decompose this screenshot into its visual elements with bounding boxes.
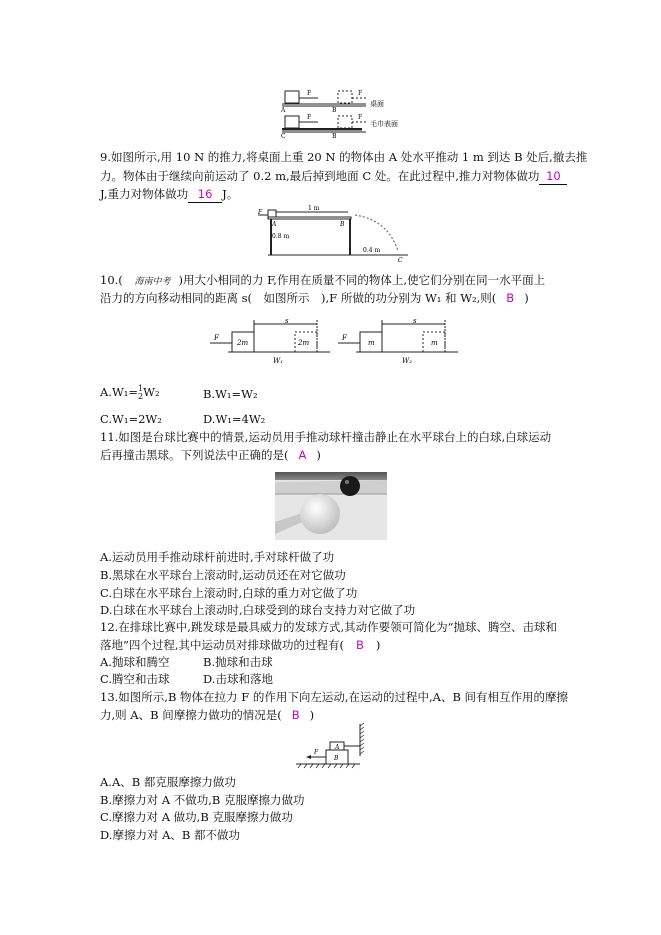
q12-close: ): [375, 638, 381, 652]
q13-line2-text: 力,则 A、B 间摩擦力做功的情况是(: [100, 708, 282, 722]
q9-fig-d2: 0.4 m: [363, 247, 381, 254]
fig-label-B: B: [332, 107, 337, 114]
q9-unit-text: J,重力对物体做功: [100, 187, 189, 201]
q10-fig-F1: F: [214, 334, 219, 342]
q12-line2: [100, 637, 380, 653]
friction-surface-figure: [280, 88, 400, 138]
q10-prefix: 10.(: [100, 273, 123, 287]
q10-source: 海南中考: [134, 277, 171, 287]
q11-option-d[interactable]: D.白球在水平球台上滚动时,白球受到的球台支持力对它做了功: [100, 603, 416, 617]
q10-option-d[interactable]: D.W₁=4W₂: [203, 412, 266, 426]
fig-label-A: A: [281, 107, 286, 114]
q12-option-c[interactable]: C.腾空和击球: [100, 672, 170, 686]
q10-fig-m2: m: [368, 339, 375, 347]
q11-answer: A: [298, 448, 307, 462]
q9-line3: [100, 186, 238, 203]
q9-line2-text: 力。物体由于继续向前运动了 0.2 m,最后掉到地面 C 处。在此过程中,推力对物体做功: [100, 169, 540, 183]
q12-option-b[interactable]: B.抛球和击球: [203, 655, 273, 669]
q12-option-d[interactable]: D.击球和落地: [203, 672, 273, 686]
q10-option-a-text: A.W₁=: [100, 385, 139, 399]
q10-line2: [100, 290, 529, 306]
q11-line1: 11.如图是台球比赛中的情景,运动员用手推动球杆撞击静止在水平球台上的白球,白球运动: [100, 430, 552, 444]
q9-end: J。: [222, 187, 239, 201]
q10-line1: [100, 272, 545, 290]
fig-label-C: C: [281, 133, 286, 140]
q10-fig-W2: W₂: [402, 357, 413, 365]
q10-option-b[interactable]: B.W₁=W₂: [203, 387, 258, 401]
q13-line2: [100, 707, 314, 723]
q13-fig-B: B: [334, 755, 339, 762]
q11-option-a[interactable]: A.运动员用手推动球杆前进时,手对球杆做了功: [100, 550, 335, 564]
q10-option-a[interactable]: [100, 384, 160, 401]
q12-answer: B: [356, 638, 364, 652]
fig-label-F3: F: [307, 114, 312, 121]
q13-close: ): [309, 708, 315, 722]
q9-fig-F: F: [258, 209, 263, 216]
q10-close: ): [524, 291, 529, 305]
q10-fig-F2: F: [342, 334, 347, 342]
q9-fig-A: A: [272, 221, 277, 228]
q10-fig-m1b: 2m: [298, 339, 310, 347]
q10-fig-m2b: m: [431, 339, 438, 347]
q13-figure: [296, 724, 368, 770]
q13-option-d[interactable]: D.摩擦力对 A、B 都不做功: [100, 828, 241, 842]
q9-line2: [100, 168, 567, 185]
q9-fig-C: C: [398, 257, 403, 264]
q13-line1: 13.如图所示,B 物体在拉力 F 的作用下向左运动,在运动的过程中,A、B 间有相互作用的摩擦: [100, 690, 569, 704]
q10-frac-num: 1: [138, 384, 144, 393]
q10-left-diagram: [210, 317, 330, 365]
q10-answer: B: [506, 291, 515, 305]
q11-line2-text: 后再撞击黑球。下列说法中正确的是(: [100, 448, 289, 462]
q12-option-a[interactable]: A.抛球和腾空: [100, 655, 170, 669]
q10-line1-text: )用大小相同的力 F,作用在质量不同的物体上,使它们分别在同一水平面上: [178, 273, 546, 287]
fig-label-F2: F: [358, 90, 363, 97]
surface-label-table: 桌面: [370, 100, 384, 108]
q10-right-diagram: [338, 317, 458, 365]
q11-line2: [100, 447, 321, 463]
q13-option-a[interactable]: A.A、B 都克服摩擦力做功: [100, 775, 236, 789]
q13-fig-F: F: [314, 749, 319, 756]
q9-answer2: 16: [197, 187, 213, 201]
q10-fig-m1: 2m: [237, 339, 249, 347]
q10-fig-s1: s: [285, 317, 289, 325]
q10-option-a-tail: W₂: [143, 385, 160, 399]
q9-line1: 9.如图所示,用 10 N 的推力,将桌面上重 20 N 的物体由 A 处水平推动 1 m 到达 B 处后,撤去推: [100, 150, 588, 164]
q10-fig-W1: W₁: [273, 357, 284, 365]
q13-option-b[interactable]: B.摩擦力对 A 不做功,B 克服摩擦力做功: [100, 793, 305, 807]
q9-fig-d1: 1 m: [308, 205, 320, 212]
fig-label-F4: F: [358, 114, 363, 121]
surface-label-towel: 毛巾表面: [370, 120, 398, 128]
q9-fig-B: B: [340, 221, 345, 228]
q13-answer: B: [291, 708, 300, 722]
q13-option-c[interactable]: C.摩擦力对 A 做功,B 克服摩擦力做功: [100, 810, 293, 824]
q9-answer1: 10: [546, 169, 561, 183]
q11-option-b[interactable]: B.黑球在水平球台上滚动时,运动员还在对它做功: [100, 568, 346, 582]
fig-label-B2: B: [332, 133, 337, 140]
q11-option-c[interactable]: C.白球在水平球台上滚动时,白球的重力对它做了功: [100, 586, 358, 600]
fig-label-F1: F: [307, 90, 312, 97]
q10-fig-s2: s: [413, 317, 417, 325]
q10-option-c[interactable]: C.W₁=2W₂: [100, 412, 162, 426]
q11-close: ): [316, 448, 321, 462]
q10-frac-den: 2: [138, 392, 144, 401]
q12-line1: 12.在排球比赛中,跳发球是最具威力的发球方式,其动作要领可简化为“抛球、腾空、击球和: [100, 620, 557, 634]
q13-fig-A: A: [335, 744, 340, 751]
q9-fig-h: 0.8 m: [272, 233, 290, 240]
q9-table-figure: [258, 205, 418, 265]
billiards-photo: [275, 472, 387, 540]
q10-line2-text: 沿力的方向移动相同的距离 s( 如图所示 ),F 所做的功分别为 W₁ 和 W₂,则(: [100, 291, 497, 305]
q10-figure: [208, 318, 458, 368]
q12-line2-text: 落地”四个过程,其中运动员对排球做功的过程有(: [100, 638, 345, 652]
